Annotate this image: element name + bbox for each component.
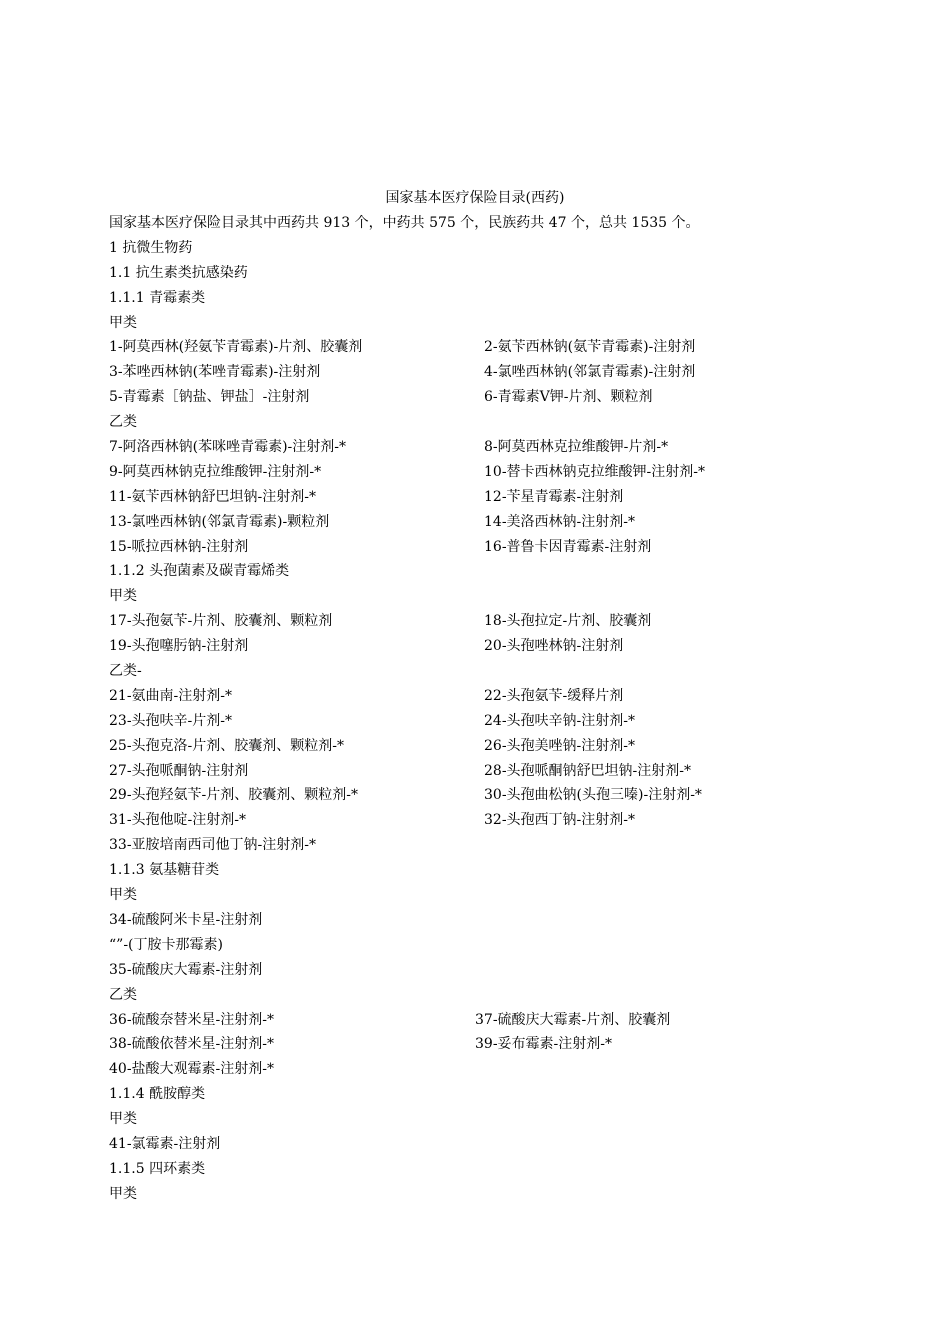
drug-entry-right: 30-头孢曲松钠(头孢三嗪)-注射剂-*: [484, 787, 702, 804]
drug-entry-row: [109, 759, 929, 784]
document-title: 国家基本医疗保险目录(西药): [385, 190, 565, 206]
text-line: 1.1.1 青霉素类: [109, 289, 206, 306]
drug-entry-right: 8-阿莫西林克拉维酸钾-片剂-*: [484, 439, 669, 456]
drug-entry-row: [109, 1032, 929, 1057]
drug-entry-left: 11-氨苄西林钠舒巴坦钠-注射剂-*: [109, 488, 317, 505]
text-line: 34-硫酸阿米卡星-注射剂: [109, 911, 263, 928]
text-line: 33-亚胺培南西司他丁钠-注射剂-*: [109, 837, 317, 854]
text-line: 甲类: [109, 887, 137, 904]
drug-entry-right: 24-头孢呋辛钠-注射剂-*: [484, 712, 636, 729]
text-line: 乙类: [109, 986, 137, 1003]
text-line: 甲类: [109, 588, 137, 605]
text-line: 1.1.5 四环素类: [109, 1160, 206, 1177]
text-line: 35-硫酸庆大霉素-注射剂: [109, 961, 263, 978]
drug-entry-right: 2-氨苄西林钠(氨苄青霉素)-注射剂: [484, 339, 696, 356]
drug-entry-left: 17-头孢氨苄-片剂、胶囊剂、颗粒剂: [109, 613, 333, 630]
text-line: “”-(丁胺卡那霉素): [109, 936, 223, 953]
drug-entry-right: 22-头孢氨苄-缓释片剂: [484, 687, 624, 704]
drug-entry-left: 7-阿洛西林钠(苯咪唑青霉素)-注射剂-*: [109, 439, 347, 456]
drug-entry-row: [109, 684, 929, 709]
drug-entry-right: 16-普鲁卡因青霉素-注射剂: [484, 538, 652, 555]
drug-entry-right: 6-青霉素Ⅴ钾-片剂、颗粒剂: [484, 389, 653, 406]
text-line: 1.1 抗生素类抗感染药: [109, 264, 248, 281]
drug-entry-row: [109, 485, 929, 510]
drug-entry-right: 37-硫酸庆大霉素-片剂、胶囊剂: [475, 1011, 671, 1028]
drug-entry-left: 1-阿莫西林(羟氨苄青霉素)-片剂、胶囊剂: [109, 339, 363, 356]
text-line: 1 抗微生物药: [109, 239, 193, 256]
text-line: 1.1.4 酰胺醇类: [109, 1086, 206, 1103]
drug-entry-right: 4-氯唑西林钠(邻氯青霉素)-注射剂: [484, 364, 696, 381]
drug-entry-row: [109, 609, 929, 634]
drug-entry-left: 5-青霉素［钠盐、钾盐］-注射剂: [109, 389, 310, 406]
drug-entry-right: 18-头孢拉定-片剂、胶囊剂: [484, 613, 652, 630]
drug-entry-row: [109, 808, 929, 833]
drug-entry-left: 23-头孢呋辛-片剂-*: [109, 712, 233, 729]
drug-entry-left: 36-硫酸奈替米星-注射剂-*: [109, 1011, 275, 1028]
text-line: 41-氯霉素-注射剂: [109, 1135, 221, 1152]
drug-entry-row: [109, 360, 929, 385]
drug-entry-row: [109, 510, 929, 535]
drug-entry-left: 27-头孢哌酮钠-注射剂: [109, 762, 249, 779]
text-line: 乙类: [109, 414, 137, 431]
drug-entry-right: 12-苄星青霉素-注射剂: [484, 488, 624, 505]
text-line: 国家基本医疗保险目录其中西药共 913 个，中药共 575 个，民族药共 47 个，总共 1535 个。: [109, 215, 700, 231]
drug-entry-right: 32-头孢西丁钠-注射剂-*: [484, 812, 636, 829]
drug-entry-left: 19-头孢噻肟钠-注射剂: [109, 638, 249, 655]
drug-entry-right: 28-头孢哌酮钠舒巴坦钠-注射剂-*: [484, 762, 692, 779]
text-line: 40-盐酸大观霉素-注射剂-*: [109, 1061, 275, 1078]
drug-entry-row: [109, 535, 929, 560]
drug-entry-right: 39-妥布霉素-注射剂-*: [475, 1036, 613, 1053]
drug-entry-left: 13-氯唑西林钠(邻氯青霉素)-颗粒剂: [109, 513, 330, 530]
drug-entry-left: 3-苯唑西林钠(苯唑青霉素)-注射剂: [109, 364, 321, 381]
text-line: 1.1.3 氨基糖苷类: [109, 862, 220, 879]
drug-entry-right: 10-替卡西林钠克拉维酸钾-注射剂-*: [484, 463, 706, 480]
drug-entry-left: 21-氨曲南-注射剂-*: [109, 687, 233, 704]
drug-entry-left: 31-头孢他啶-注射剂-*: [109, 812, 247, 829]
drug-entry-row: [109, 709, 929, 734]
drug-entry-row: [109, 634, 929, 659]
drug-entry-left: 9-阿莫西林钠克拉维酸钾-注射剂-*: [109, 463, 322, 480]
drug-entry-left: 25-头孢克洛-片剂、胶囊剂、颗粒剂-*: [109, 737, 345, 754]
drug-entry-row: [109, 435, 929, 460]
drug-entry-row: [109, 460, 929, 485]
drug-entry-row: [109, 335, 929, 360]
drug-entry-left: 15-哌拉西林钠-注射剂: [109, 538, 249, 555]
drug-entry-row: [109, 385, 929, 410]
drug-entry-row: [109, 1008, 929, 1033]
text-line: 1.1.2 头孢菌素及碳青霉烯类: [109, 563, 290, 580]
drug-entry-row: [109, 734, 929, 759]
drug-entry-right: 26-头孢美唑钠-注射剂-*: [484, 737, 636, 754]
document-body: [109, 211, 929, 1207]
drug-entry-right: 14-美洛西林钠-注射剂-*: [484, 513, 636, 530]
drug-entry-right: 20-头孢唑林钠-注射剂: [484, 638, 624, 655]
text-line: 甲类: [109, 314, 137, 331]
text-line: 甲类: [109, 1185, 137, 1202]
drug-entry-left: 38-硫酸依替米星-注射剂-*: [109, 1036, 275, 1053]
drug-entry-row: [109, 783, 929, 808]
text-line: 乙类-: [109, 663, 142, 680]
drug-entry-left: 29-头孢羟氨苄-片剂、胶囊剂、颗粒剂-*: [109, 787, 359, 804]
text-line: 甲类: [109, 1111, 137, 1128]
